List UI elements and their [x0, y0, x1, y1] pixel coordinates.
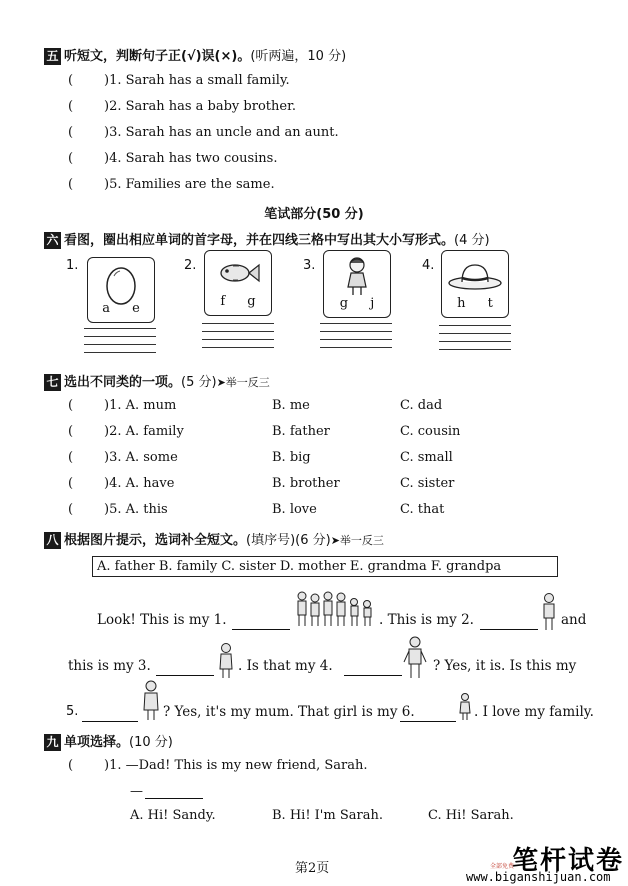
option-c: C. sister — [400, 476, 455, 491]
option-c: C. that — [400, 502, 445, 517]
letter-options: g j — [339, 296, 375, 311]
section-5-score: (听两遍，10 分) — [250, 49, 347, 64]
hat-icon — [442, 255, 508, 297]
question-1: ( )1. —Dad! This is my new friend, Sarah. — [68, 758, 368, 773]
blank-6[interactable] — [400, 706, 456, 722]
section-9-heading: 九 单项选择。(10 分) — [44, 731, 173, 751]
option-c: C. cousin — [400, 424, 461, 439]
option-b: B. big — [272, 450, 311, 465]
section-7-heading: 七 选出不同类的一项。(5 分)➤举一反三 — [44, 371, 270, 391]
section-5-heading — [44, 45, 346, 65]
written-part-title: 笔试部分(50 分) — [264, 207, 364, 222]
watermark-url: www.biganshijuan.com — [466, 870, 611, 884]
grandma-icon — [217, 642, 235, 680]
section-number-7: 七 — [44, 374, 61, 391]
picture-card-girl — [323, 250, 391, 318]
list-item: ( )4. Sarah has two cousins. — [68, 151, 278, 166]
answer-dash: — — [130, 784, 143, 799]
section-5-title: 听短文，判断句子正(√)误(×)。 — [64, 49, 251, 64]
picture-card-fish — [204, 250, 272, 316]
sister-icon — [458, 692, 472, 722]
passage-text: Look! This is my 1. — [97, 612, 227, 628]
word-bank: A. father B. family C. sister D. mother E. grandma F. grandpa — [92, 556, 558, 577]
watermark-tag: 全部免费 — [490, 863, 515, 870]
blank-1[interactable] — [232, 614, 290, 630]
passage-text: 5. — [66, 704, 79, 719]
picture-card-hat — [441, 250, 509, 318]
passage-text: ? Yes, it's my mum. That girl is my 6. — [163, 704, 415, 720]
letter-options: h t — [457, 296, 493, 311]
practice-tag: ➤举一反三 — [330, 534, 384, 547]
section-number-8: 八 — [44, 532, 61, 549]
passage-text: . This is my 2. — [379, 612, 474, 628]
option-b: B. Hi! I'm Sarah. — [272, 808, 383, 823]
list-item: ( )3. Sarah has an uncle and an aunt. — [68, 125, 339, 140]
section-number-5: 五 — [44, 48, 61, 65]
passage-text: ? Yes, it is. Is this my — [433, 658, 577, 674]
list-item: ( )1. Sarah has a small family. — [68, 73, 290, 88]
table-row: ( )5. A. this — [68, 502, 168, 517]
letter-options: a e — [102, 301, 140, 316]
blank-2[interactable] — [480, 614, 538, 630]
option-b: B. father — [272, 424, 330, 439]
four-line-grid[interactable] — [84, 328, 156, 356]
practice-tag: ➤举一反三 — [216, 376, 270, 389]
four-line-grid[interactable] — [202, 323, 274, 351]
table-row: ( )3. A. some — [68, 450, 178, 465]
picture-card-egg — [87, 257, 155, 323]
blank-5[interactable] — [82, 706, 138, 722]
list-item: ( )2. Sarah has a baby brother. — [68, 99, 296, 114]
picture-number: 1. — [66, 258, 79, 273]
grandpa-icon — [540, 592, 558, 632]
letter-options: f g — [220, 294, 256, 309]
option-c: C. Hi! Sarah. — [428, 808, 514, 823]
page-number: 第2页 — [295, 861, 330, 876]
list-item: ( )5. Families are the same. — [68, 177, 275, 192]
option-b: B. brother — [272, 476, 340, 491]
section-number-9: 九 — [44, 734, 61, 751]
section-number-6: 六 — [44, 232, 61, 249]
blank-3[interactable] — [156, 660, 214, 676]
option-c: C. small — [400, 450, 453, 465]
watermark-brand: 笔杆试卷 — [512, 846, 625, 876]
picture-number: 3. — [303, 258, 316, 273]
four-line-grid[interactable] — [439, 325, 511, 353]
fish-icon — [205, 253, 271, 293]
option-b: B. love — [272, 502, 317, 517]
option-a: A. Hi! Sandy. — [130, 808, 216, 823]
passage-text: . Is that my 4. — [238, 658, 333, 674]
mother-icon — [141, 680, 161, 722]
passage-text: and — [561, 612, 587, 628]
passage-text: . I love my family. — [474, 704, 594, 720]
passage-text: this is my 3. — [68, 658, 151, 674]
section-6-heading: 六 看图，圈出相应单词的首字母，并在四线三格中写出其大小写形式。(4 分) — [44, 229, 490, 249]
blank-4[interactable] — [344, 660, 402, 676]
answer-blank[interactable] — [145, 786, 203, 799]
option-c: C. dad — [400, 398, 443, 413]
section-8-heading: 八 根据图片提示，选词补全短文。(填序号)(6 分)➤举一反三 — [44, 529, 384, 549]
four-line-grid[interactable] — [320, 323, 392, 351]
table-row: ( )1. A. mum — [68, 398, 177, 413]
family-group-icon — [294, 590, 378, 630]
picture-number: 4. — [422, 258, 435, 273]
table-row: ( )2. A. family — [68, 424, 184, 439]
table-row: ( )4. A. have — [68, 476, 175, 491]
girl-icon — [324, 253, 390, 299]
father-icon — [402, 636, 428, 680]
option-b: B. me — [272, 398, 310, 413]
picture-number: 2. — [184, 258, 197, 273]
